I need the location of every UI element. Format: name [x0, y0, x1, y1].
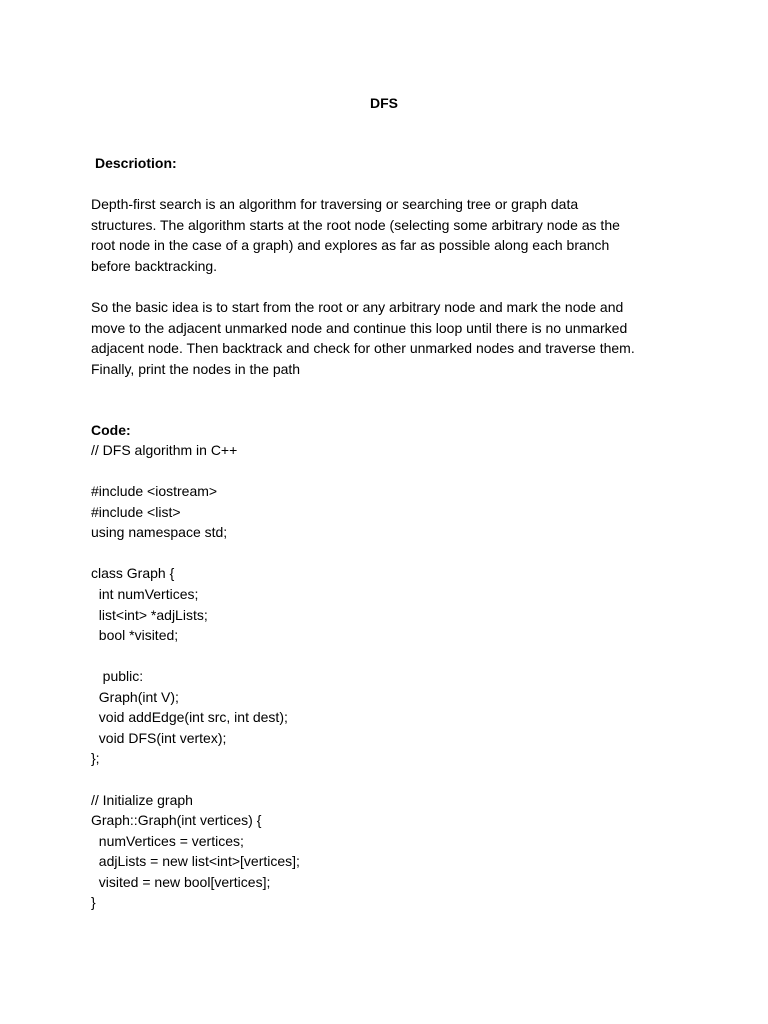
code-line: void addEdge(int src, int dest); — [91, 709, 288, 726]
paragraph-line: Depth-first search is an algorithm for traversing or searching tree or graph data — [91, 196, 579, 212]
document-title: DFS — [370, 95, 398, 111]
code-line: Graph::Graph(int vertices) { — [91, 812, 262, 829]
code-line: bool *visited; — [91, 627, 179, 644]
description-paragraph-2 — [91, 297, 691, 379]
paragraph-line: before backtracking. — [91, 257, 218, 274]
code-line: using namespace std; — [91, 524, 228, 541]
paragraph-line: structures. The algorithm starts at the root node (selecting some arbitrary node as the — [91, 216, 620, 233]
code-line: #include <iostream> — [91, 483, 218, 500]
description-paragraph-1 — [91, 194, 691, 276]
code-heading: Code: — [91, 422, 131, 438]
code-line: numVertices = vertices; — [91, 832, 244, 849]
paragraph-line: root node in the case of a graph) and explores as far as possible along each branch — [91, 237, 610, 254]
code-line: class Graph { — [91, 565, 175, 582]
code-line — [91, 646, 691, 667]
paragraph-line: move to the adjacent unmarked node and continue this loop until there is no unmarked — [91, 319, 628, 336]
code-line: public: — [91, 668, 144, 685]
code-block — [91, 440, 691, 913]
description-heading: Descriotion: — [95, 155, 177, 171]
code-line — [91, 543, 691, 564]
code-line: // Initialize graph — [91, 791, 193, 808]
paragraph-line: So the basic idea is to start from the root or any arbitrary node and mark the node and — [91, 299, 624, 315]
code-line: void DFS(int vertex); — [91, 729, 227, 746]
paragraph-line: Finally, print the nodes in the path — [91, 360, 301, 377]
code-line: }; — [91, 750, 100, 767]
code-line: #include <list> — [91, 503, 181, 520]
code-line: // DFS algorithm in C++ — [91, 442, 238, 458]
code-line: int numVertices; — [91, 585, 199, 602]
paragraph-line: adjacent node. Then backtrack and check for other unmarked nodes and traverse them. — [91, 340, 635, 357]
code-line: adjLists = new list<int>[vertices]; — [91, 853, 300, 870]
code-line: } — [91, 894, 96, 911]
code-line — [91, 769, 691, 790]
code-line — [91, 461, 691, 482]
code-line: list<int> *adjLists; — [91, 606, 208, 623]
code-line: Graph(int V); — [91, 688, 179, 705]
code-line: visited = new bool[vertices]; — [91, 873, 271, 890]
